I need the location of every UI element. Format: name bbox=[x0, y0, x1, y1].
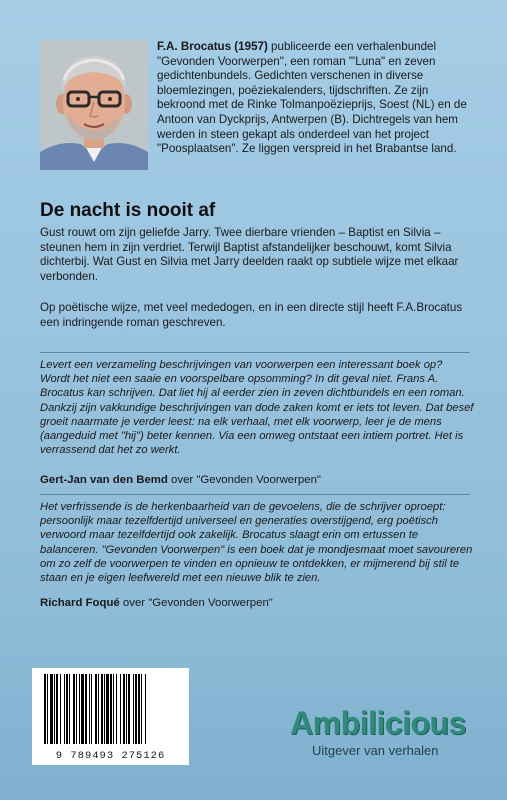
blurb-paragraph-2: Op poëtische wijze, met veel mededogen, en in een directe stijl heeft F.A.Brocatus een indringende roman geschreven. bbox=[40, 301, 463, 329]
reviewer-name-1: Gert-Jan van den Bemd bbox=[40, 474, 168, 486]
review-quote-2: Het verfrissende is de herkenbaarheid van de gevoelens, die de schrijver oproept: persoonlijk maar tezelfdertijd universeel en generaties overstijgend, erg poëtisch verwoord maar tezelfdertijd ook zakelijk. Brocatus slaagt erin om ertussen te balanceren. "Gevonden Voorwerpen" is een boek dat je mondjesmaat moet savoureren om zo zelf de voorwerpen te vinden en opnieuw te ontdekken, er mijmerend bij stil te staan en je eigen leefwereld met een nieuwe blik te zien. bbox=[40, 501, 473, 585]
book-title: De nacht is nooit af bbox=[40, 200, 216, 221]
author-bio-text: publiceerde een verhalenbundel "Gevonden Voorwerpen", een roman "'Luna" en zeven gedichtenbundels. Gedichten verschenen in diverse bloemlezingen, poëziekalenders, tijdschriften. Ze zijn bekroond met de Rinke Tolmanpoëzieprijs, Soest (NL) en de Antoon van Dyckprijs, Antwerpen (B). Dichtregels van hem werden in steen gekapt als onderdeel van het project "Poosplaatsen". Ze liggen verspreid in het Brabantse land. bbox=[157, 40, 467, 156]
review-attribution-2 bbox=[40, 597, 273, 609]
isbn-number: 9 789493 275126 bbox=[55, 750, 166, 762]
blurb-paragraph-1: Gust rouwt om zijn geliefde Jarry. Twee dierbare vrienden – Baptist en Silvia – steunen hem in zijn verdriet. Terwijl Baptist afstandelijker beschouwt, komt Silvia dichterbij. Wat Gust en Silvia met Jarry deelden raakt op subtiele wijze met elkaar verbonden. bbox=[40, 226, 459, 283]
publisher-logo bbox=[290, 705, 490, 765]
author-bio bbox=[157, 40, 475, 157]
publisher-name: Ambilicious bbox=[290, 705, 466, 741]
reviewed-book-1: over "Gevonden Voorwerpen" bbox=[167, 474, 321, 486]
review-attribution-1 bbox=[40, 474, 321, 486]
divider bbox=[40, 352, 470, 353]
barcode-bars bbox=[32, 668, 189, 748]
review-quote-1: Levert een verzameling beschrijvingen van voorwerpen een interessant boek op? Wordt het niet een saaie en voorspelbare opsomming? In dit geval niet. Frans A. Brocatus kan schrijven. Dat liet hij al eerder zien in zeven dichtbundels en een roman. Dankzij zijn vakkundige beschrijvingen van dode zaken komt er iets tot leven. Dat besef groeit naarmate je verder leest: na elk verhaal, met elk voorwerp, leer je de mens (aangeduid met "hij") beter kennen. Via een omweg ontstaat een intiem portret. Het is verrassend dat het zo werkt. bbox=[40, 359, 474, 457]
reviewer-name-2: Richard Foqué bbox=[40, 597, 120, 609]
isbn-barcode bbox=[32, 668, 189, 765]
publisher-tagline: Uitgever van verhalen bbox=[312, 743, 439, 758]
reviewed-book-2: over "Gevonden Voorwerpen" bbox=[119, 597, 273, 609]
author-photo bbox=[40, 40, 148, 170]
author-name: F.A. Brocatus (1957) bbox=[157, 40, 268, 53]
divider bbox=[40, 494, 470, 495]
